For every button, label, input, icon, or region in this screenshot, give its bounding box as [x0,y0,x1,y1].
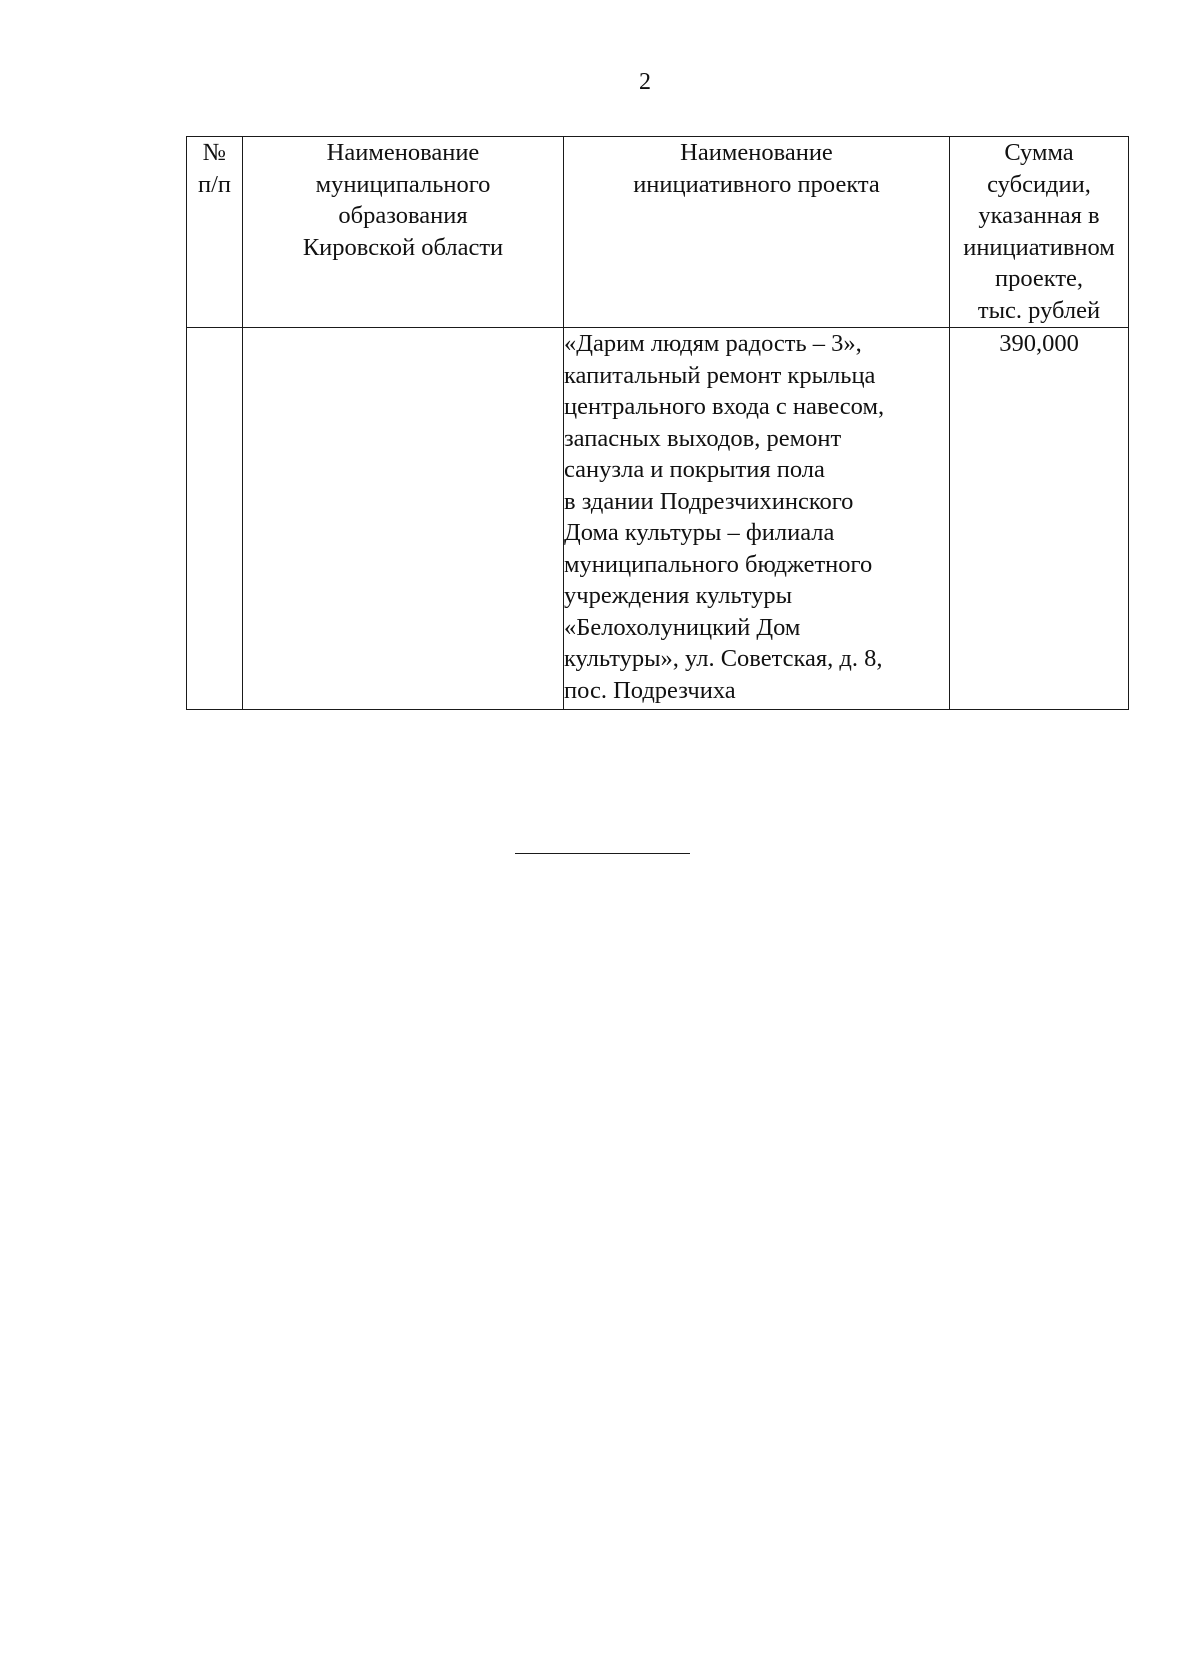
table-header-row [187,137,1129,328]
subsidy-table [186,136,1129,710]
project-line: муниципального бюджетного [564,550,873,578]
header-line: Сумма [1004,139,1074,166]
project-line: «Дарим людям радость – 3», [564,330,862,357]
project-line: «Белохолуницкий Дом [564,613,801,641]
cell-amount: 390,000 [950,328,1129,710]
cell-number [187,328,243,710]
project-line: капитальный ремонт крыльца [564,361,876,389]
project-line: пос. Подрезчиха [564,676,736,704]
closing-rule [515,853,690,854]
cell-project [564,328,950,710]
header-municipality [243,137,564,328]
header-line: Кировской области [302,233,504,261]
header-line: образования [338,202,468,229]
header-line: субсидии, [987,170,1091,198]
page-number: 2 [639,69,651,95]
header-line: инициативном [963,233,1115,261]
project-line: центрального входа с навесом, [564,393,885,420]
project-line: Дома культуры – филиала [564,519,835,546]
project-line: запасных выходов, ремонт [564,424,842,452]
header-line: проекте, [994,265,1084,292]
project-line: культуры», ул. Советская, д. 8, [564,645,883,672]
header-line: Наименование [680,139,833,166]
header-line: муниципального [315,170,491,198]
header-line: Наименование [326,139,480,166]
header-line: указанная в [978,202,1100,229]
header-project [564,137,950,328]
project-line: учреждения культуры [564,582,793,609]
project-line: санузла и покрытия пола [564,456,825,483]
project-line: в здании Подрезчихинского [564,487,854,515]
header-line: тыс. рублей [977,296,1101,324]
cell-municipality [243,328,564,710]
header-number [187,137,243,328]
header-line: № [202,139,227,166]
header-amount [950,137,1129,328]
header-line: п/п [197,170,232,198]
table-row [187,328,1129,710]
header-line: инициативного проекта [633,170,880,198]
